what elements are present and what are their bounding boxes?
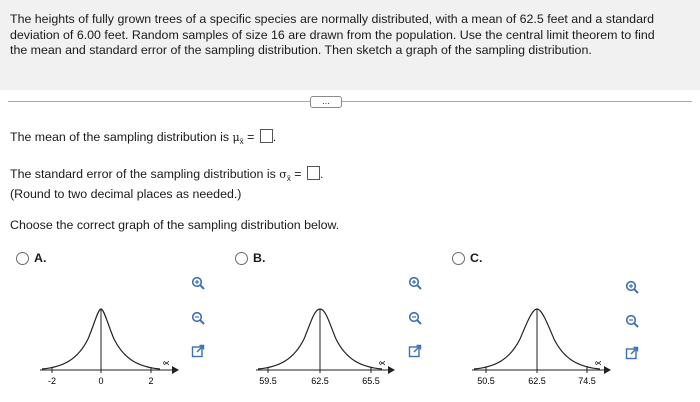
se-equals: =	[290, 167, 302, 181]
graph-b	[254, 295, 396, 387]
mu-subscript: x̄	[239, 137, 244, 146]
zoom-out-icon[interactable]	[625, 314, 639, 328]
choose-prompt: Choose the correct graph of the sampling distribution below.	[10, 218, 340, 232]
mean-question: The mean of the sampling distribution is $\mu_{x̄}$ = .	[10, 130, 277, 146]
option-b-radio[interactable]	[235, 252, 248, 265]
graph-a-ticklabel-1: 0	[98, 376, 104, 386]
se-question-text: The standard error of the sampling distribution is	[10, 167, 280, 181]
open-external-icon[interactable]	[625, 346, 639, 360]
mean-answer-input[interactable]	[260, 129, 273, 143]
option-c[interactable]	[452, 251, 482, 265]
option-a-label: A.	[34, 251, 47, 265]
graph-c-axis-var: x̄	[593, 360, 603, 366]
graph-c	[470, 295, 612, 387]
graph-a-ticklabel-2: 2	[148, 376, 154, 386]
graph-c-ticklabel-0: 50.5	[477, 376, 495, 386]
zoom-in-icon[interactable]	[625, 280, 639, 294]
option-b-label: B.	[253, 251, 266, 265]
graph-a-arrow	[172, 366, 179, 374]
option-c-label: C.	[470, 251, 483, 265]
zoom-out-icon[interactable]	[408, 311, 422, 325]
sigma-symbol: σ	[279, 168, 287, 181]
graph-a-axis-var: x̄	[161, 360, 171, 366]
graph-a-ticklabel-0: -2	[47, 376, 57, 386]
se-answer-input[interactable]	[307, 166, 320, 180]
option-a[interactable]	[16, 251, 46, 265]
se-question: The standard error of the sampling distribution is $\sigma_{x̄}$ = .	[10, 167, 324, 183]
graph-c-ticklabel-1: 62.5	[528, 376, 546, 386]
open-external-icon[interactable]	[191, 344, 205, 358]
mean-equals: =	[243, 130, 255, 144]
zoom-in-icon[interactable]	[408, 276, 422, 290]
problem-statement: The heights of fully grown trees of a specific species are normally distributed, with a mean of 62.5 feet and a standard deviation of 6.00 feet. Random samples of size 16 are drawn from the population. Use the central limit theorem to find the mean and standard error of the sampling distribution. Then sketch a graph of the sampling distribution.	[10, 12, 655, 57]
graph-b-ticklabel-1: 62.5	[311, 376, 329, 386]
open-external-icon[interactable]	[408, 344, 422, 358]
graph-c-arrow	[604, 366, 611, 374]
graph-b-axis-var: x̄	[377, 360, 387, 366]
option-c-radio[interactable]	[452, 252, 465, 265]
round-note: (Round to two decimal places as needed.)	[10, 187, 242, 201]
zoom-in-icon[interactable]	[191, 276, 205, 290]
graph-b-ticklabel-0: 59.5	[259, 376, 277, 386]
problem-panel	[0, 0, 700, 90]
section-divider	[8, 101, 692, 102]
graph-b-ticklabel-2: 65.5	[362, 376, 380, 386]
expand-more-button[interactable]: ...	[310, 96, 342, 108]
sigma-subscript: x̄	[286, 174, 291, 183]
mean-question-text: The mean of the sampling distribution is	[10, 130, 233, 144]
option-b[interactable]	[235, 251, 265, 265]
option-a-radio[interactable]	[16, 252, 29, 265]
graph-b-arrow	[388, 366, 395, 374]
zoom-out-icon[interactable]	[191, 311, 205, 325]
mu-symbol: μ	[232, 131, 240, 144]
graph-a	[38, 295, 180, 387]
graph-c-ticklabel-2: 74.5	[578, 376, 596, 386]
